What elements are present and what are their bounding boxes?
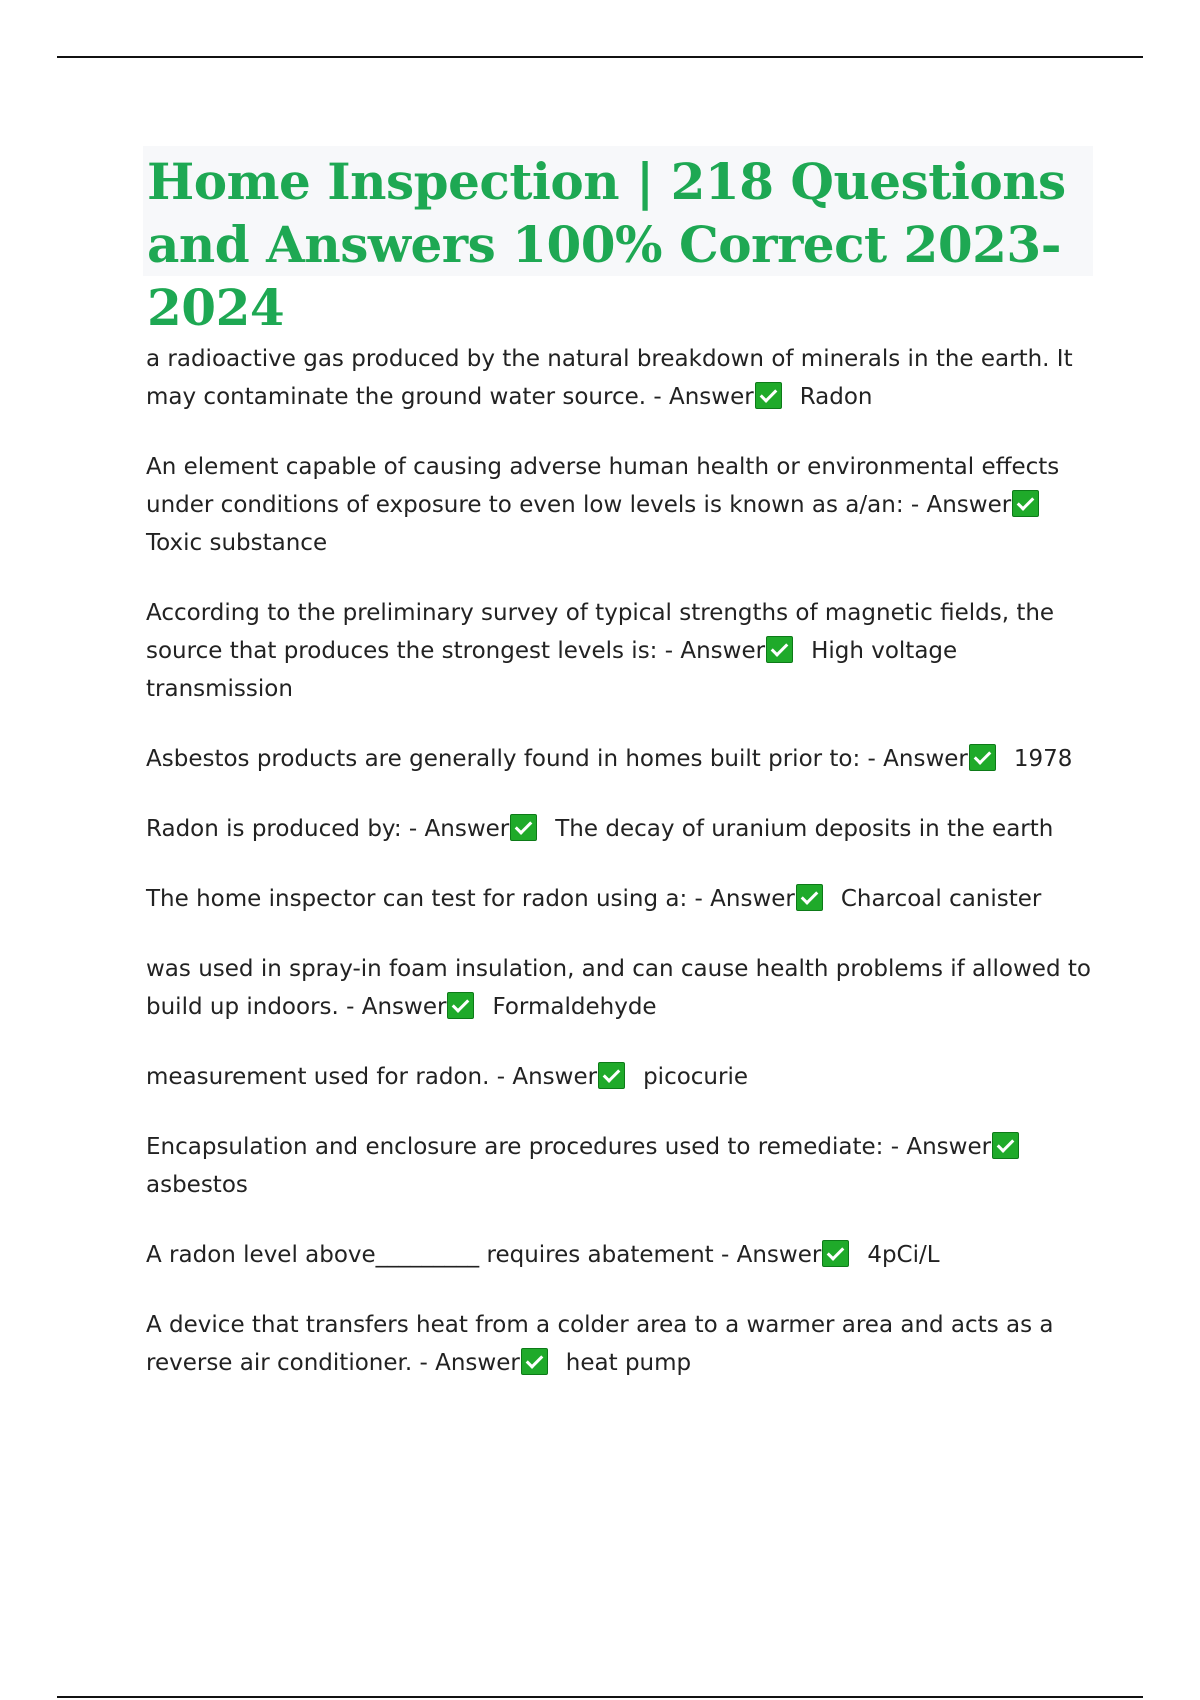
question-text: measurement used for radon. - Answer <box>146 1064 598 1090</box>
check-icon <box>969 744 996 771</box>
question-text: a radioactive gas produced by the natural breakdown of minerals in the earth. It may contaminate the ground water source. - Answer <box>146 346 1073 410</box>
qa-item <box>146 594 1096 708</box>
check-icon <box>1012 490 1039 517</box>
answer-text: picocurie <box>643 1064 749 1090</box>
question-text: A device that transfers heat from a colder area to a warmer area and acts as a reverse air conditioner. - Answer <box>146 1312 1054 1376</box>
answer-text: Toxic substance <box>146 530 328 556</box>
bottom-rule <box>57 1696 1143 1698</box>
check-icon <box>598 1062 625 1089</box>
question-text: was used in spray-in foam insulation, and can cause health problems if allowed to build up indoors. - Answer <box>146 956 1091 1020</box>
answer-text: Charcoal canister <box>840 886 1042 912</box>
answer-text: asbestos <box>146 1172 248 1198</box>
document-title: Home Inspection | 218 Questions and Answers 100% Correct 2023-2024 <box>147 152 1066 337</box>
question-text: Asbestos products are generally found in homes built prior to: - Answer <box>146 746 968 772</box>
title-banner <box>143 146 1093 337</box>
question-text: According to the preliminary survey of typical strengths of magnetic fields, the source that produces the strongest levels is: - Answer <box>146 600 1055 664</box>
check-icon <box>521 1348 548 1375</box>
question-text: A radon level above_________ requires abatement - Answer <box>146 1242 822 1268</box>
answer-text: The decay of uranium deposits in the earth <box>555 816 1054 842</box>
qa-item <box>146 880 1096 918</box>
answer-text: heat pump <box>565 1350 692 1376</box>
qa-item <box>146 950 1096 1026</box>
answer-text: Formaldehyde <box>492 994 657 1020</box>
qa-item <box>146 740 1096 778</box>
question-text: Radon is produced by: - Answer <box>146 816 510 842</box>
check-icon <box>447 992 474 1019</box>
qa-item <box>146 340 1096 416</box>
qa-item <box>146 1128 1096 1204</box>
qa-item <box>146 1306 1096 1382</box>
qa-item <box>146 1058 1096 1096</box>
check-icon <box>766 636 793 663</box>
check-icon <box>992 1132 1019 1159</box>
question-text: An element capable of causing adverse human health or environmental effects under conditions of exposure to even low levels is known as a/an: - Answer <box>146 454 1060 518</box>
qa-item <box>146 1236 1096 1274</box>
qa-item <box>146 810 1096 848</box>
question-text: The home inspector can test for radon using a: - Answer <box>146 886 795 912</box>
answer-text: 4pCi/L <box>867 1242 940 1268</box>
qa-item <box>146 448 1096 562</box>
check-icon <box>822 1240 849 1267</box>
answer-text: 1978 <box>1013 746 1073 772</box>
qa-list <box>146 340 1096 1414</box>
question-text: Encapsulation and enclosure are procedures used to remediate: - Answer <box>146 1134 992 1160</box>
top-rule <box>57 56 1143 58</box>
check-icon <box>510 814 537 841</box>
answer-text: High voltage transmission <box>146 638 958 702</box>
check-icon <box>755 382 782 409</box>
check-icon <box>796 884 823 911</box>
answer-text: Radon <box>799 384 873 410</box>
